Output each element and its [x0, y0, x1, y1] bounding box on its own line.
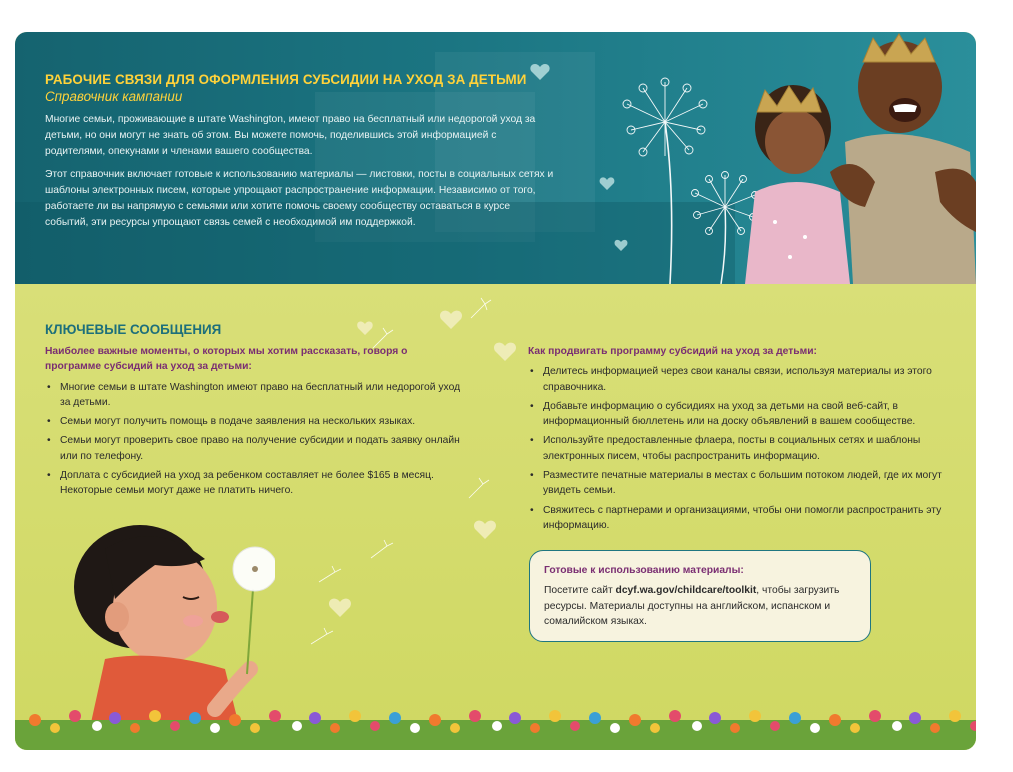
intro-paragraph-1: Многие семьи, проживающие в штате Washington, имеют право на бесплатный или недорогой уход за детьми, но они могут не знать об этом. Вы можете помочь, поделившись этой информацией с родителями, опекунами и членами вашего сообщества. — [45, 114, 536, 158]
toolkit-page — [15, 32, 976, 750]
key-messages-heading: КЛЮЧЕВЫЕ СООБЩЕНИЯ — [45, 322, 222, 337]
list-item: • Разместите печатные материалы в местах с большим потоком людей, где их могут увидеть семьи. — [528, 468, 948, 499]
toolkit-link[interactable]: dcyf.wa.gov/childcare/toolkit — [615, 585, 757, 597]
promotion-column — [528, 344, 948, 537]
page-subtitle: Справочник кампании — [45, 89, 183, 104]
list-item: • Делитесь информацией через свои каналы связи, используя материалы из этого справочника. — [528, 364, 948, 395]
promotion-heading: Как продвигать программу субсидий на уход за детьми: — [528, 346, 817, 357]
key-points-list — [45, 380, 465, 499]
promotion-list — [528, 364, 948, 533]
list-item: • Доплата с субсидией на уход за ребенком составляет не более $165 в месяц. Некоторые семьи могут даже не платить ничего. — [45, 468, 465, 499]
intro-paragraph-2: Этот справочник включает готовые к использованию материалы — листовки, посты в социальных сетях и шаблоны электронных писем, которые упрощают распространение информации. Независимо от того, работаете ли вы напрямую с семьями или хотите помочь своему сообществу оставаться в курсе событий, эти ресурсы упрощают связь семей с необходимой им поддержкой. — [45, 168, 554, 229]
list-item: • Семьи могут получить помощь в подаче заявления на нескольких языках. — [45, 414, 465, 429]
list-item: • Многие семьи в штате Washington имеют право на бесплатный или недорогой уход за детьми. — [45, 380, 465, 411]
list-item: • Свяжитесь с партнерами и организациями, чтобы они помогли распространить эту информацию. — [528, 503, 948, 534]
list-item: • Семьи могут проверить свое право на получение субсидии и подать заявку онлайн или по телефону. — [45, 433, 465, 464]
key-points-heading: Наиболее важные моменты, о которых мы хотим рассказать, говоря о программе субсидий на уход за детьми: — [45, 346, 408, 373]
key-messages-section — [15, 284, 976, 750]
header-section — [15, 32, 976, 284]
list-item: • Используйте предоставленные флаера, посты в социальных сетях и шаблоны электронных писем, чтобы распространить информацию. — [528, 433, 948, 464]
children-photo — [735, 32, 976, 284]
materials-text-before: Посетите сайт — [544, 585, 616, 597]
materials-text-after: , чтобы загрузить ресурсы. Материалы доступны на английском, испанском и сомалийском языках. — [544, 585, 840, 627]
list-item: • Добавьте информацию о субсидиях на уход за детьми на свой веб-сайт, в информационный бюллетень или на доску объявлений в вашем сообществе. — [528, 399, 948, 430]
materials-callout — [529, 550, 871, 642]
materials-text — [544, 583, 856, 629]
intro-text — [45, 72, 555, 237]
page-title: РАБОЧИЕ СВЯЗИ ДЛЯ ОФОРМЛЕНИЯ СУБСИДИИ НА УХОД ЗА ДЕТЬМИ — [45, 72, 527, 87]
key-points-column — [45, 344, 465, 503]
flower-border — [15, 698, 976, 750]
materials-heading: Готовые к использованию материалы: — [544, 565, 744, 576]
